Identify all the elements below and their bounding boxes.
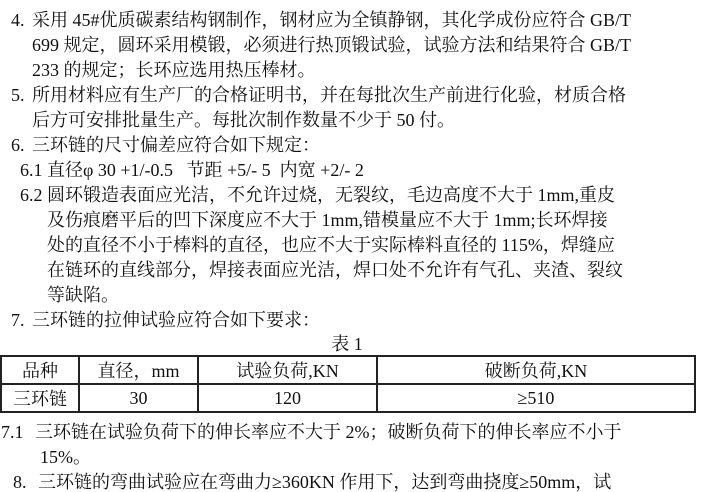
text-line: 三环链的尺寸偏差应符合如下规定： [32,135,320,155]
list-item-6-2-line-2: 及伤痕磨平后的凹下深度应不大于 1mm,错模量应不大于 1mm;长环焊接 [47,210,608,230]
spec-table [0,355,696,413]
table-header-cell: 破断负荷,KN [377,356,695,384]
list-item-6-2-line-1 [0,183,710,208]
text-line: 三环链的弯曲试验应在弯曲力≥360KN 作用下，达到弯曲挠度≥50mm，试 [38,472,612,492]
list-number: 6.1 [20,160,43,180]
table-cell: 30 [79,384,198,412]
list-number: 6. [11,135,25,155]
list-item-4-line-3: 233 的规定；长环应选用热压棒材。 [32,60,316,80]
list-item-6-line-1 [0,133,710,158]
list-item-5-line-2: 后方可安排批量生产。每批次制作数量不少于 50 付。 [32,110,455,130]
list-item-6-2-line-5: 等缺陷。 [47,285,119,305]
list-item-4-line-1 [0,8,710,33]
table-header-cell: 直径，mm [79,356,198,384]
list-item-6-1-line-1 [0,158,710,183]
text-line: 三环链在试验负荷下的伸长率应不大于 2%；破断负荷下的伸长率应不小于 [35,422,622,442]
table-header-row [1,356,695,384]
list-item-5-line-1 [0,83,710,108]
text-line: 直径φ 30 +1/-0.5 节距 +5/- 5 内宽 +2/- 2 [47,160,364,180]
list-item-6-2-line-4: 在链环的直线部分，焊接表面应光洁，焊口处不允许有气孔、夹渣、裂纹 [47,260,623,280]
list-number: 7. [11,310,25,330]
list-item-4-line-2: 699 规定，圆环采用模锻，必须进行热顶锻试验，试验方法和结果符合 GB/T [32,35,631,55]
table-header-cell: 试验负荷,KN [198,356,377,384]
list-item-7-1-line-2: 15%。 [40,447,91,467]
list-number: 4. [11,10,25,30]
text-line: 圆环锻造表面应光洁，不允许过烧，无裂纹，毛边高度不大于 1mm,重皮 [47,185,615,205]
table-cell: ≥510 [377,384,695,412]
list-item-8-line-1 [0,470,710,492]
table-caption: 表 1 [331,334,363,354]
list-number: 8. [13,472,27,492]
table-cell: 120 [198,384,377,412]
table-cell: 三环链 [1,384,79,412]
table-header-cell: 品种 [1,356,79,384]
text-line: 三环链的拉伸试验应符合如下要求： [32,310,320,330]
list-item-7-1-line-1 [0,420,710,445]
list-number: 5. [11,85,25,105]
list-item-6-2-line-3: 处的直径不小于棒料的直径，也应不大于实际棒料直径的 115%，焊缝应 [47,235,615,255]
text-line: 采用 45#优质碳素结构钢制作，钢材应为全镇静钢，其化学成份应符合 GB/T [32,10,631,30]
list-number: 7.1 [1,422,24,442]
text-line: 所用材料应有生产厂的合格证明书，并在每批次生产前进行化验，材质合格 [32,85,626,105]
list-number: 6.2 [20,185,43,205]
table-row [1,384,695,412]
list-item-7-line-1 [0,308,710,333]
